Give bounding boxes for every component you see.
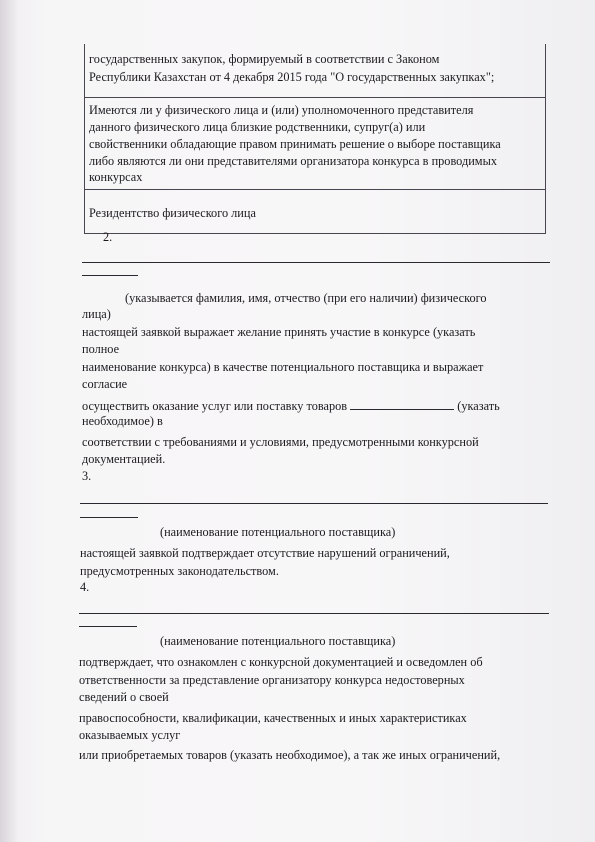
table-row-divider — [84, 189, 546, 190]
table-cell-text: Имеются ли у физического лица и (или) уполномоченного представителя — [89, 103, 474, 117]
body-text: сведений о своей — [79, 690, 169, 704]
body-text: наименование конкурса) в качестве потенциального поставщика и выражает — [82, 360, 484, 374]
field-caption: лица) — [82, 307, 111, 321]
field-caption: (указывается фамилия, имя, отчество (при его наличии) физического — [125, 291, 487, 305]
field-caption: (наименование потенциального поставщика) — [160, 634, 396, 648]
body-text-part: осуществить оказание услуг или поставку товаров — [82, 399, 348, 413]
table-border-left — [84, 44, 85, 234]
body-text: ответственности за представление организатору конкурса недостоверных — [79, 673, 465, 687]
section-number: 4. — [80, 580, 90, 594]
field-caption: (наименование потенциального поставщика) — [160, 525, 396, 539]
body-text: соответствии с требованиями и условиями, предусмотренными конкурсной — [82, 435, 479, 449]
fill-in-line-tail — [82, 275, 138, 276]
body-text: подтверждает, что ознакомлен с конкурсной документацией и осведомлен об — [79, 655, 483, 669]
body-text: предусмотренных законодательством. — [80, 564, 279, 578]
fill-in-line-tail — [79, 626, 137, 627]
table-cell-text: конкурсах — [89, 170, 143, 184]
body-text: согласие — [82, 377, 128, 391]
body-text: необходимое) в — [82, 414, 163, 428]
section-number: 3. — [82, 469, 92, 483]
table-row-divider — [84, 97, 546, 98]
table-cell-text: государственных закупок, формируемый в соответствии с Законом — [89, 52, 440, 66]
body-text: оказываемых услуг — [79, 728, 181, 742]
body-text: настоящей заявкой выражает желание принять участие в конкурсе (указать — [82, 325, 476, 339]
table-border-right — [545, 44, 546, 234]
fill-in-line — [79, 613, 549, 614]
table-cell-text: данного физического лица близкие родственники, супруг(а) или — [89, 120, 426, 134]
fill-in-line — [80, 503, 548, 504]
body-text: документацией. — [82, 452, 166, 466]
fill-in-line-tail — [80, 517, 138, 518]
body-text — [82, 399, 500, 414]
table-cell-text: Республики Казахстан от 4 декабря 2015 года "О государственных закупках"; — [89, 70, 495, 84]
body-text: полное — [82, 342, 120, 356]
table-border-bottom — [84, 233, 546, 234]
scan-shadow — [0, 0, 18, 842]
body-text-part: (указать — [457, 399, 500, 413]
body-text: или приобретаемых товаров (указать необходимое), а так же иных ограничений, — [79, 748, 501, 762]
table-cell-text: свойственники обладающие правом принимать решение о выборе поставщика — [89, 137, 501, 151]
table-cell-text: Резидентство физического лица — [89, 206, 256, 220]
fill-in-blank — [350, 399, 454, 410]
section-number: 2. — [103, 230, 113, 244]
table-cell-text: либо являются ли они представителями организатора конкурса в проводимых — [89, 154, 497, 168]
fill-in-line — [82, 262, 550, 263]
body-text: правоспособности, квалификации, качественных и иных характеристиках — [79, 711, 467, 725]
body-text: настоящей заявкой подтверждает отсутствие нарушений ограничений, — [80, 546, 450, 560]
